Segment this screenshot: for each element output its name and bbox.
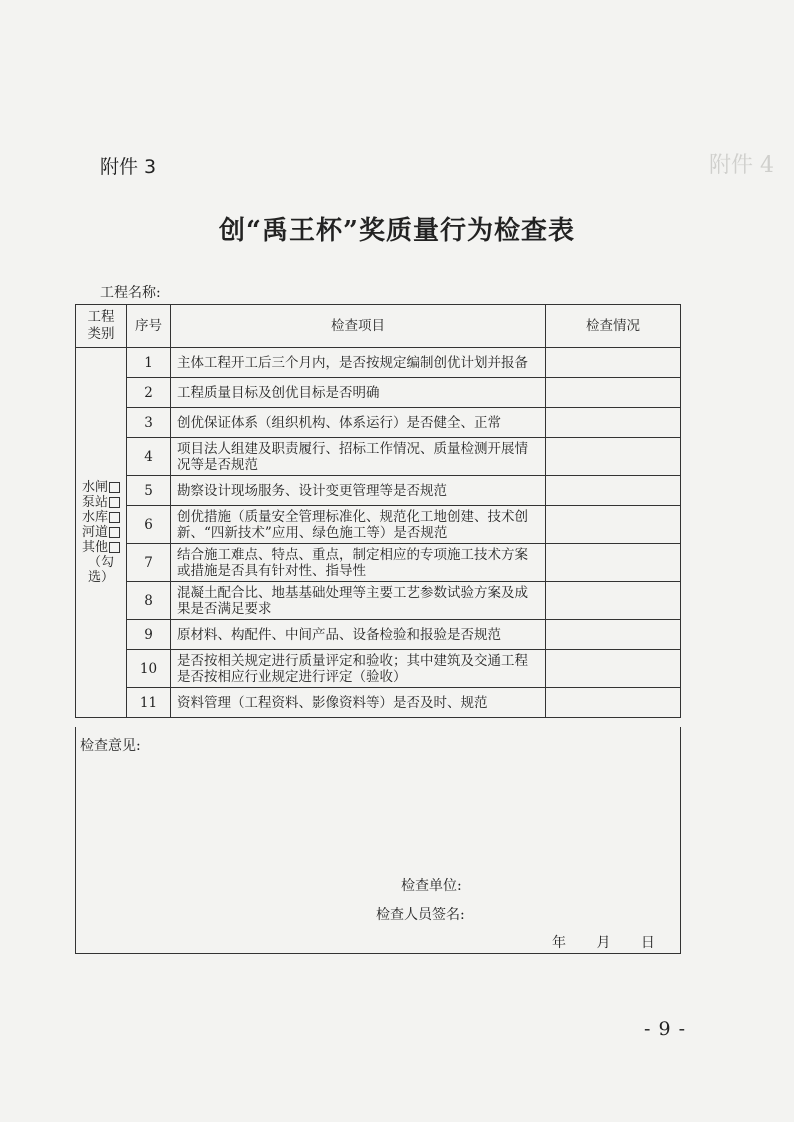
row-number: 1	[127, 348, 171, 378]
row-status-cell[interactable]	[546, 688, 681, 718]
inspection-unit-label: 检查单位:	[401, 878, 462, 894]
header-category-line-1: 工程	[87, 309, 115, 325]
row-status-cell[interactable]	[546, 348, 681, 378]
attachment-label: 附件 3	[100, 156, 157, 178]
row-status-cell[interactable]	[546, 438, 681, 476]
checkbox-icon[interactable]	[109, 482, 120, 493]
checkbox-icon[interactable]	[109, 497, 120, 508]
category-option-label: 其他	[82, 540, 109, 555]
row-status-cell[interactable]	[546, 378, 681, 408]
row-number: 9	[127, 620, 171, 650]
category-option-label: 水闸	[82, 480, 109, 495]
table-header-row	[76, 305, 681, 348]
row-number: 10	[127, 650, 171, 688]
table-row	[76, 582, 681, 620]
row-number: 3	[127, 408, 171, 438]
row-status-cell[interactable]	[546, 506, 681, 544]
category-note-line-2: 选）	[88, 570, 115, 585]
page-number: - 9 -	[644, 1018, 687, 1040]
category-option[interactable]	[82, 495, 120, 510]
header-status: 检查情况	[546, 305, 681, 348]
checkbox-icon[interactable]	[109, 542, 120, 553]
row-status-cell[interactable]	[546, 408, 681, 438]
signature-label: 检查人员签名:	[376, 907, 465, 923]
row-number: 11	[127, 688, 171, 718]
row-item: 勘察设计现场服务、设计变更管理等是否规范	[171, 476, 546, 506]
checkbox-icon[interactable]	[109, 512, 120, 523]
row-item: 主体工程开工后三个月内，是否按规定编制创优计划并报备	[171, 348, 546, 378]
opinion-section[interactable]	[75, 727, 681, 954]
bleed-through-title: 附件 4	[709, 153, 774, 178]
header-category-line-2: 类别	[87, 326, 115, 342]
table-row	[76, 506, 681, 544]
table-row	[76, 650, 681, 688]
row-number: 5	[127, 476, 171, 506]
row-status-cell[interactable]	[546, 620, 681, 650]
row-status-cell[interactable]	[546, 650, 681, 688]
category-option-label: 泵站	[82, 495, 109, 510]
header-seq: 序号	[127, 305, 171, 348]
header-item: 检查项目	[171, 305, 546, 348]
table-row	[76, 544, 681, 582]
table-row	[76, 620, 681, 650]
inspection-table	[75, 304, 681, 718]
row-item: 项目法人组建及职责履行、招标工作情况、质量检测开展情况等是否规范	[171, 438, 546, 476]
project-name-label: 工程名称:	[100, 285, 161, 301]
page-title: 创“禹王杯”奖质量行为检查表	[219, 216, 575, 246]
row-number: 2	[127, 378, 171, 408]
table-row	[76, 378, 681, 408]
row-number: 8	[127, 582, 171, 620]
category-option-label: 河道	[82, 525, 109, 540]
row-item: 创优措施（质量安全管理标准化、规范化工地创建、技术创新、“四新技术”应用、绿色施工等）是否规范	[171, 506, 546, 544]
category-option-label: 水库	[82, 510, 109, 525]
row-status-cell[interactable]	[546, 544, 681, 582]
table-row	[76, 408, 681, 438]
row-item: 资料管理（工程资料、影像资料等）是否及时、规范	[171, 688, 546, 718]
row-status-cell[interactable]	[546, 582, 681, 620]
category-option[interactable]	[82, 510, 120, 525]
checkbox-icon[interactable]	[109, 527, 120, 538]
row-item: 原材料、构配件、中间产品、设备检验和报验是否规范	[171, 620, 546, 650]
row-item: 混凝土配合比、地基基础处理等主要工艺参数试验方案及成果是否满足要求	[171, 582, 546, 620]
table-row	[76, 438, 681, 476]
opinion-label: 检查意见:	[80, 738, 141, 754]
date-label: 年 月 日	[552, 935, 655, 951]
row-item: 是否按相关规定进行质量评定和验收；其中建筑及交通工程是否按相应行业规定进行评定（验收）	[171, 650, 546, 688]
table-row	[76, 688, 681, 718]
category-note-line-1: （勾	[88, 555, 115, 570]
row-item: 结合施工难点、特点、重点，制定相应的专项施工技术方案或措施是否具有针对性、指导性	[171, 544, 546, 582]
row-item: 工程质量目标及创优目标是否明确	[171, 378, 546, 408]
category-cell	[76, 348, 127, 718]
category-option[interactable]	[82, 480, 120, 495]
header-category	[76, 305, 127, 348]
row-status-cell[interactable]	[546, 476, 681, 506]
category-option[interactable]	[82, 540, 120, 555]
row-number: 7	[127, 544, 171, 582]
row-item: 创优保证体系（组织机构、体系运行）是否健全、正常	[171, 408, 546, 438]
category-option[interactable]	[82, 525, 120, 540]
table-row	[76, 348, 681, 378]
row-number: 6	[127, 506, 171, 544]
row-number: 4	[127, 438, 171, 476]
table-row	[76, 476, 681, 506]
